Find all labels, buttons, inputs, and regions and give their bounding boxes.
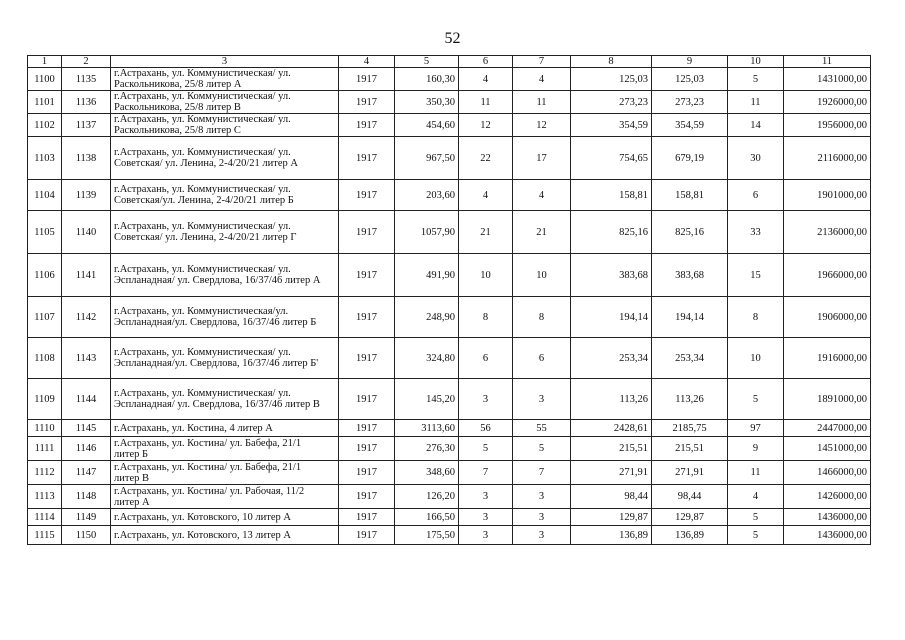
address-line: Советская/ул. Ленина, 2-4/20/21 литер Б <box>114 195 294 206</box>
cell-row-number: 1113 <box>28 485 62 509</box>
cell-address <box>111 254 339 297</box>
cell-col10: 11 <box>728 91 784 114</box>
cell-col5: 276,30 <box>395 437 459 461</box>
table-row <box>28 379 871 420</box>
cell-col9: 2185,75 <box>652 420 728 437</box>
cell-col7: 4 <box>513 180 571 211</box>
cell-col6: 56 <box>459 420 513 437</box>
cell-col7: 55 <box>513 420 571 437</box>
cell-col9: 125,03 <box>652 68 728 91</box>
table-row <box>28 180 871 211</box>
address-line: г.Астрахань, ул. Костина/ ул. Бабефа, 21/1 <box>114 437 302 449</box>
cell-col5: 348,60 <box>395 461 459 485</box>
cell-col10: 97 <box>728 420 784 437</box>
column-header-4: 4 <box>339 56 395 68</box>
cell-object-number: 1139 <box>62 180 111 211</box>
cell-col11: 1956000,00 <box>784 114 871 137</box>
cell-col10: 11 <box>728 461 784 485</box>
cell-row-number: 1106 <box>28 254 62 297</box>
cell-row-number: 1112 <box>28 461 62 485</box>
cell-year: 1917 <box>339 114 395 137</box>
cell-col7: 10 <box>513 254 571 297</box>
address-line: г.Астрахань, ул. Коммунистическая/ ул. <box>114 147 291 158</box>
cell-col10: 10 <box>728 338 784 379</box>
table-row <box>28 68 871 91</box>
cell-col8: 354,59 <box>571 114 652 137</box>
cell-col8: 754,65 <box>571 137 652 180</box>
header-row <box>28 56 871 68</box>
cell-object-number: 1141 <box>62 254 111 297</box>
column-header-7: 7 <box>513 56 571 68</box>
address-line: Раскольникова, 25/8 литер А <box>114 79 242 90</box>
cell-col9: 129,87 <box>652 509 728 526</box>
cell-col11: 1926000,00 <box>784 91 871 114</box>
cell-col10: 5 <box>728 509 784 526</box>
cell-object-number: 1143 <box>62 338 111 379</box>
cell-col7: 5 <box>513 437 571 461</box>
cell-col11: 1426000,00 <box>784 485 871 509</box>
cell-col11: 1916000,00 <box>784 338 871 379</box>
cell-col8: 271,91 <box>571 461 652 485</box>
cell-col6: 12 <box>459 114 513 137</box>
cell-address <box>111 509 339 526</box>
cell-col6: 21 <box>459 211 513 254</box>
cell-col5: 203,60 <box>395 180 459 211</box>
column-header-8: 8 <box>571 56 652 68</box>
column-header-2: 2 <box>62 56 111 68</box>
cell-col5: 175,50 <box>395 526 459 545</box>
cell-object-number: 1145 <box>62 420 111 437</box>
address-line: г.Астрахань, ул. Коммунистическая/ул. <box>114 306 289 317</box>
cell-year: 1917 <box>339 485 395 509</box>
cell-year: 1917 <box>339 91 395 114</box>
table-row <box>28 461 871 485</box>
cell-col7: 11 <box>513 91 571 114</box>
cell-col10: 15 <box>728 254 784 297</box>
cell-col10: 8 <box>728 297 784 338</box>
cell-col5: 160,30 <box>395 68 459 91</box>
cell-col7: 3 <box>513 485 571 509</box>
cell-col6: 3 <box>459 485 513 509</box>
cell-year: 1917 <box>339 211 395 254</box>
cell-row-number: 1115 <box>28 526 62 545</box>
cell-address <box>111 297 339 338</box>
address-line: литер В <box>114 472 149 484</box>
cell-object-number: 1135 <box>62 68 111 91</box>
cell-col7: 8 <box>513 297 571 338</box>
address-line: Советская/ ул. Ленина, 2-4/20/21 литер Г <box>114 232 297 243</box>
cell-year: 1917 <box>339 68 395 91</box>
cell-col11: 1906000,00 <box>784 297 871 338</box>
cell-address <box>111 485 339 509</box>
cell-address <box>111 91 339 114</box>
cell-address <box>111 437 339 461</box>
cell-col10: 9 <box>728 437 784 461</box>
cell-col7: 4 <box>513 68 571 91</box>
address-line: г.Астрахань, ул. Костина/ ул. Бабефа, 21/1 <box>114 461 302 473</box>
address-line: литер А <box>114 496 150 508</box>
cell-col5: 1057,90 <box>395 211 459 254</box>
cell-col8: 158,81 <box>571 180 652 211</box>
address-line: г.Астрахань, ул. Коммунистическая/ ул. <box>114 388 291 399</box>
cell-col5: 126,20 <box>395 485 459 509</box>
cell-col8: 136,89 <box>571 526 652 545</box>
cell-col5: 324,80 <box>395 338 459 379</box>
cell-col11: 1901000,00 <box>784 180 871 211</box>
address-line: Советская/ ул. Ленина, 2-4/20/21 литер А <box>114 158 298 169</box>
table-row <box>28 297 871 338</box>
table-row <box>28 420 871 437</box>
cell-col11: 1466000,00 <box>784 461 871 485</box>
cell-object-number: 1137 <box>62 114 111 137</box>
address-line: г.Астрахань, ул. Котовского, 10 литер А <box>114 511 291 523</box>
cell-col5: 454,60 <box>395 114 459 137</box>
cell-col6: 5 <box>459 437 513 461</box>
cell-address <box>111 420 339 437</box>
cell-row-number: 1108 <box>28 338 62 379</box>
table-row <box>28 437 871 461</box>
cell-col5: 967,50 <box>395 137 459 180</box>
cell-col7: 12 <box>513 114 571 137</box>
cell-year: 1917 <box>339 437 395 461</box>
cell-col5: 491,90 <box>395 254 459 297</box>
cell-year: 1917 <box>339 297 395 338</box>
cell-col9: 158,81 <box>652 180 728 211</box>
cell-object-number: 1147 <box>62 461 111 485</box>
cell-year: 1917 <box>339 338 395 379</box>
table-row <box>28 509 871 526</box>
cell-year: 1917 <box>339 509 395 526</box>
cell-address <box>111 180 339 211</box>
cell-col7: 3 <box>513 379 571 420</box>
cell-col11: 1431000,00 <box>784 68 871 91</box>
cell-col8: 129,87 <box>571 509 652 526</box>
cell-col6: 10 <box>459 254 513 297</box>
cell-col11: 1436000,00 <box>784 526 871 545</box>
cell-row-number: 1100 <box>28 68 62 91</box>
column-header-5: 5 <box>395 56 459 68</box>
table-row <box>28 91 871 114</box>
cell-address <box>111 461 339 485</box>
column-header-9: 9 <box>652 56 728 68</box>
cell-col9: 98,44 <box>652 485 728 509</box>
cell-row-number: 1101 <box>28 91 62 114</box>
cell-col7: 3 <box>513 509 571 526</box>
column-header-6: 6 <box>459 56 513 68</box>
table-row <box>28 211 871 254</box>
cell-col10: 5 <box>728 526 784 545</box>
cell-col8: 383,68 <box>571 254 652 297</box>
cell-col6: 8 <box>459 297 513 338</box>
cell-col7: 7 <box>513 461 571 485</box>
cell-col6: 4 <box>459 180 513 211</box>
page-number: 52 <box>444 30 461 47</box>
cell-col10: 14 <box>728 114 784 137</box>
cell-object-number: 1144 <box>62 379 111 420</box>
cell-row-number: 1114 <box>28 509 62 526</box>
cell-col9: 113,26 <box>652 379 728 420</box>
cell-col9: 383,68 <box>652 254 728 297</box>
cell-col11: 2116000,00 <box>784 137 871 180</box>
cell-col8: 215,51 <box>571 437 652 461</box>
cell-col8: 2428,61 <box>571 420 652 437</box>
cell-col9: 271,91 <box>652 461 728 485</box>
cell-row-number: 1110 <box>28 420 62 437</box>
cell-object-number: 1142 <box>62 297 111 338</box>
cell-col10: 30 <box>728 137 784 180</box>
address-line: Эспланадная/ ул. Свердлова, 16/37/46 литер А <box>114 275 321 286</box>
cell-row-number: 1104 <box>28 180 62 211</box>
cell-col6: 7 <box>459 461 513 485</box>
address-line: г.Астрахань, ул. Костина, 4 литер А <box>114 422 273 434</box>
cell-col11: 1451000,00 <box>784 437 871 461</box>
cell-object-number: 1148 <box>62 485 111 509</box>
cell-col8: 825,16 <box>571 211 652 254</box>
cell-col10: 33 <box>728 211 784 254</box>
cell-col11: 1891000,00 <box>784 379 871 420</box>
address-line: Эспланадная/ ул. Свердлова, 16/37/46 литер В <box>114 399 320 410</box>
cell-object-number: 1149 <box>62 509 111 526</box>
cell-col8: 253,34 <box>571 338 652 379</box>
cell-year: 1917 <box>339 461 395 485</box>
cell-col9: 136,89 <box>652 526 728 545</box>
table-row <box>28 485 871 509</box>
column-header-11: 11 <box>784 56 871 68</box>
cell-object-number: 1136 <box>62 91 111 114</box>
cell-col9: 194,14 <box>652 297 728 338</box>
cell-object-number: 1138 <box>62 137 111 180</box>
housing-registry-table <box>27 55 871 545</box>
address-line: г.Астрахань, ул. Коммунистическая/ ул. <box>114 91 291 102</box>
cell-col6: 3 <box>459 509 513 526</box>
cell-row-number: 1103 <box>28 137 62 180</box>
cell-row-number: 1109 <box>28 379 62 420</box>
address-line: г.Астрахань, ул. Костина/ ул. Рабочая, 11/2 <box>114 485 305 497</box>
cell-address <box>111 211 339 254</box>
address-line: г.Астрахань, ул. Коммунистическая/ ул. <box>114 114 291 125</box>
cell-col6: 3 <box>459 526 513 545</box>
table-row <box>28 114 871 137</box>
cell-col8: 125,03 <box>571 68 652 91</box>
address-line: Эспланадная/ул. Свердлова, 16/37/46 литер Б' <box>114 358 319 369</box>
cell-col10: 4 <box>728 485 784 509</box>
cell-col9: 354,59 <box>652 114 728 137</box>
cell-col11: 1966000,00 <box>784 254 871 297</box>
column-header-10: 10 <box>728 56 784 68</box>
cell-col9: 253,34 <box>652 338 728 379</box>
cell-object-number: 1150 <box>62 526 111 545</box>
table-row <box>28 137 871 180</box>
cell-col5: 248,90 <box>395 297 459 338</box>
cell-col11: 2136000,00 <box>784 211 871 254</box>
column-header-1: 1 <box>28 56 62 68</box>
cell-address <box>111 114 339 137</box>
table-row <box>28 526 871 545</box>
address-line: Раскольникова, 25/8 литер С <box>114 125 241 136</box>
cell-col7: 6 <box>513 338 571 379</box>
cell-address <box>111 137 339 180</box>
table-row <box>28 254 871 297</box>
address-line: г.Астрахань, ул. Коммунистическая/ ул. <box>114 264 291 275</box>
cell-year: 1917 <box>339 379 395 420</box>
cell-col11: 1436000,00 <box>784 509 871 526</box>
address-line: г.Астрахань, ул. Коммунистическая/ ул. <box>114 68 291 79</box>
address-line: Эспланадная/ул. Свердлова, 16/37/46 литер Б <box>114 317 317 328</box>
cell-year: 1917 <box>339 526 395 545</box>
table-row <box>28 338 871 379</box>
cell-col8: 194,14 <box>571 297 652 338</box>
cell-row-number: 1107 <box>28 297 62 338</box>
cell-row-number: 1102 <box>28 114 62 137</box>
cell-col6: 4 <box>459 68 513 91</box>
cell-col9: 215,51 <box>652 437 728 461</box>
cell-col5: 350,30 <box>395 91 459 114</box>
cell-year: 1917 <box>339 420 395 437</box>
address-line: Раскольникова, 25/8 литер В <box>114 102 241 113</box>
cell-address <box>111 379 339 420</box>
cell-col8: 273,23 <box>571 91 652 114</box>
cell-year: 1917 <box>339 180 395 211</box>
cell-col6: 11 <box>459 91 513 114</box>
address-line: г.Астрахань, ул. Котовского, 13 литер А <box>114 529 291 541</box>
cell-col11: 2447000,00 <box>784 420 871 437</box>
address-line: г.Астрахань, ул. Коммунистическая/ ул. <box>114 184 291 195</box>
address-line: г.Астрахань, ул. Коммунистическая/ ул. <box>114 347 291 358</box>
cell-col10: 5 <box>728 68 784 91</box>
cell-row-number: 1111 <box>28 437 62 461</box>
cell-col7: 21 <box>513 211 571 254</box>
cell-col10: 5 <box>728 379 784 420</box>
table-body <box>28 68 871 545</box>
cell-col8: 98,44 <box>571 485 652 509</box>
address-line: г.Астрахань, ул. Коммунистическая/ ул. <box>114 221 291 232</box>
cell-col6: 22 <box>459 137 513 180</box>
cell-col7: 3 <box>513 526 571 545</box>
cell-object-number: 1146 <box>62 437 111 461</box>
cell-address <box>111 338 339 379</box>
column-header-3: 3 <box>111 56 339 68</box>
cell-col10: 6 <box>728 180 784 211</box>
cell-col9: 825,16 <box>652 211 728 254</box>
address-line: литер Б <box>114 448 149 460</box>
cell-col5: 3113,60 <box>395 420 459 437</box>
cell-col5: 145,20 <box>395 379 459 420</box>
cell-col5: 166,50 <box>395 509 459 526</box>
cell-year: 1917 <box>339 254 395 297</box>
cell-col6: 3 <box>459 379 513 420</box>
cell-col8: 113,26 <box>571 379 652 420</box>
cell-row-number: 1105 <box>28 211 62 254</box>
cell-col7: 17 <box>513 137 571 180</box>
cell-year: 1917 <box>339 137 395 180</box>
cell-address <box>111 68 339 91</box>
cell-col9: 679,19 <box>652 137 728 180</box>
cell-col9: 273,23 <box>652 91 728 114</box>
cell-col6: 6 <box>459 338 513 379</box>
cell-address <box>111 526 339 545</box>
cell-object-number: 1140 <box>62 211 111 254</box>
